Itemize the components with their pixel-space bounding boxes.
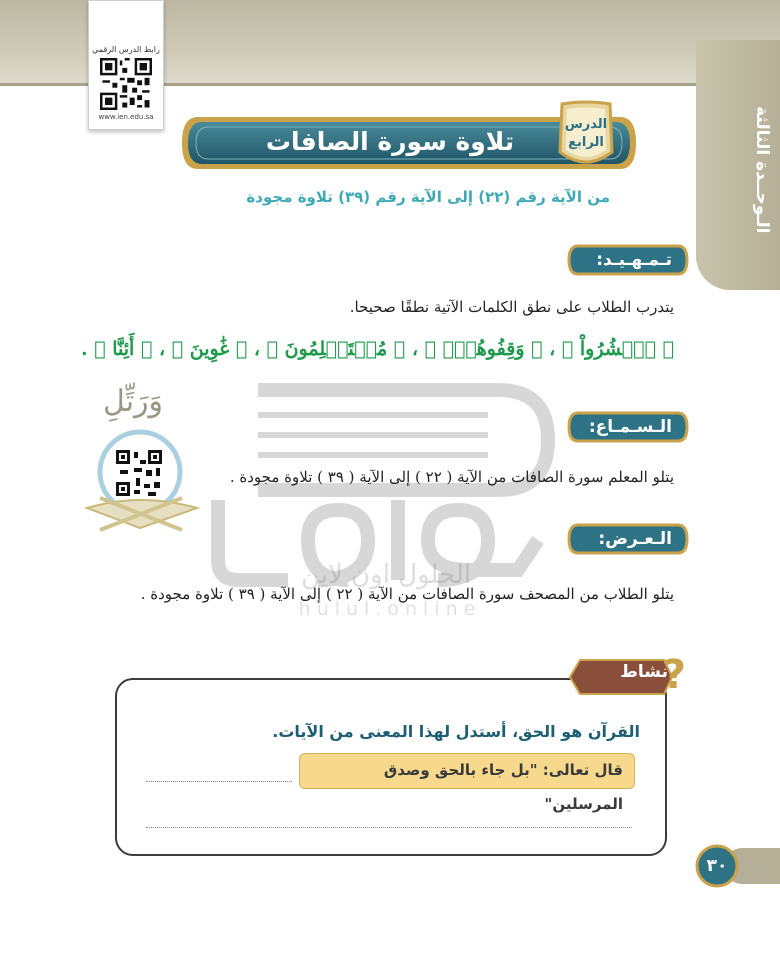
unit-tab-label: الـوحــدة الثالثة	[752, 106, 772, 234]
activity-label: نشاط	[620, 662, 668, 682]
qr-card-url: www.ien.edu.sa	[98, 113, 154, 121]
listening-text: يتلو المعلم سورة الصافات من الآية ( ٢٢ ) إلى الآية ( ٣٩ ) تلاوة مجودة .	[229, 468, 674, 486]
listening-header-label: الـسـمـاع:	[588, 417, 672, 437]
intro-text: يتدرب الطلاب على نطق الكلمات الآتية نطقًا صحيحا.	[349, 298, 674, 316]
practice-words: ﴿ ٱحۡشُرُواْ ﴾ ، ﴿ وَقِفُوهُمۡۖ ﴾ ، ﴿ مُسۡتَسۡلِمُونَ ﴾ ، ﴿ غَٰوِينَ ﴾ ، ﴿ أَئِنَّا ﴾ .	[81, 338, 674, 360]
qr-card-title: رابط الدرس الرقمي	[92, 45, 160, 54]
answer-line-1[interactable]	[146, 781, 292, 782]
digital-lesson-qr-card[interactable]	[88, 0, 164, 130]
presentation-text: يتلو الطلاب من المصحف سورة الصافات من الآية ( ٢٢ ) إلى الآية ( ٣٩ ) تلاوة مجودة .	[140, 585, 674, 603]
intro-section-header	[566, 243, 690, 277]
presentation-section-header	[566, 522, 690, 556]
presentation-header-label: الـعـرض:	[598, 529, 672, 549]
lesson-subtitle: من الآية رقم (٢٢) إلى الآية رقم (٣٩) تلاوة مجودة	[246, 188, 610, 206]
watermark-url: hulul.online	[298, 598, 482, 620]
verse-text: قال تعالى: "بل جاء بالحق وصدق المرسلين"	[383, 761, 623, 813]
lesson-badge-line1: الدرس	[564, 117, 608, 132]
emblem-calligraphy: وَرَتِّلِ	[102, 384, 164, 419]
lesson-badge-line2: الرابع	[568, 135, 604, 150]
lesson-number-label	[556, 116, 616, 152]
qr-code-icon	[100, 58, 152, 110]
activity-question: القرآن هو الحق، أستدل لهذا المعنى من الآيات.	[272, 722, 640, 741]
watermark-text: الحلول اون لاين	[300, 560, 472, 590]
page-number: ٣٠	[706, 856, 728, 876]
lesson-title: تلاوة سورة الصافات	[265, 127, 515, 156]
answer-line-2[interactable]	[146, 827, 632, 828]
listening-section-header	[566, 410, 690, 444]
question-mark-icon: ?	[662, 652, 686, 698]
intro-header-label: تـمـهـيـد:	[596, 250, 672, 270]
